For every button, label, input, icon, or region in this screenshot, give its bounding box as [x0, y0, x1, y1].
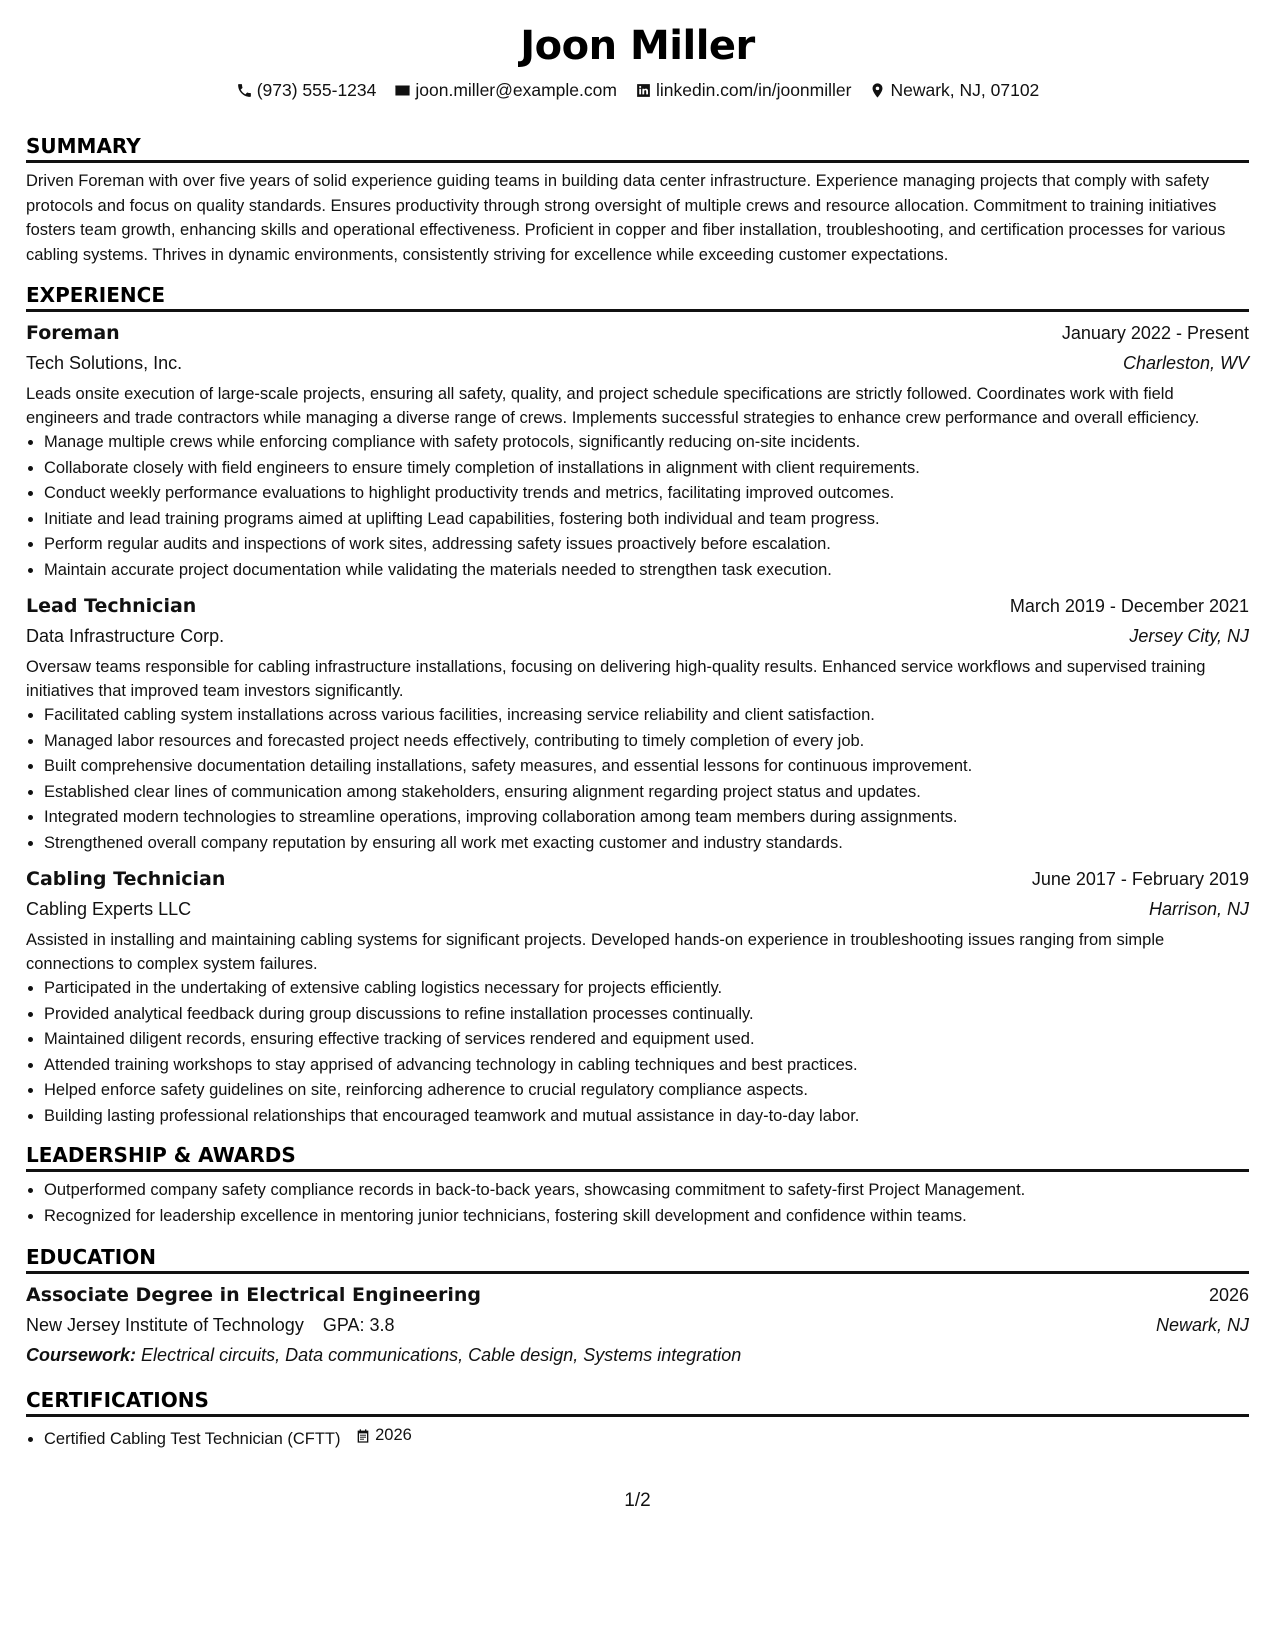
job-entry-foreman [26, 318, 1249, 583]
contact-phone[interactable] [236, 78, 377, 102]
list-item: • Perform regular audits and inspections of work sites, addressing safety issues proactively before escalation. [44, 532, 1249, 558]
school-location: Newark, NJ [1155, 1315, 1249, 1335]
list-item: • Outperformed company safety compliance records in back-to-back years, showcasing commitment to safety-first Project Management. [44, 1178, 1249, 1204]
certifications-section [26, 1386, 1249, 1452]
certifications-list [26, 1423, 1249, 1452]
list-item [44, 1423, 1249, 1452]
list-item: • Manage multiple crews while enforcing compliance with safety protocols, significantly reducing on-site incidents. [44, 430, 1249, 456]
contact-bar [26, 78, 1249, 102]
phone-text: (973) 555-1234 [256, 80, 377, 100]
job-bullets [26, 976, 1249, 1129]
job-location: Jersey City, NJ [1129, 626, 1249, 646]
list-item: • Attended training workshops to stay apprised of advancing technology in cabling techniques and best practices. [44, 1053, 1249, 1079]
list-item: • Integrated modern technologies to streamline operations, improving collaboration among team members during assignments. [44, 805, 1249, 831]
job-dates: January 2022 - Present [1061, 323, 1249, 343]
job-bullets [26, 430, 1249, 583]
certifications-heading: CERTIFICATIONS [26, 1386, 1249, 1417]
page-number: 1/2 [624, 1490, 651, 1511]
school-name: New Jersey Institute of Technology [26, 1315, 304, 1335]
calendar-icon [355, 1428, 371, 1444]
list-item: • Building lasting professional relationships that encouraged teamwork and mutual assistance in day-to-day labor. [44, 1104, 1249, 1130]
location-text: Newark, NJ, 07102 [890, 80, 1040, 100]
job-description: Assisted in installing and maintaining cabling systems for significant projects. Developed hands-on experience in troubleshooting issues ranging from simple connections to complex system failures. [26, 931, 1165, 973]
job-description: Oversaw teams responsible for cabling infrastructure installations, focusing on delivering high-quality results. Enhanced service workflows and supervised training initiatives that improved team investors significantly. [26, 658, 1206, 700]
education-heading: EDUCATION [26, 1243, 1249, 1274]
certification-year: 2026 [375, 1426, 412, 1444]
school-line [26, 1311, 395, 1340]
list-item: • Managed labor resources and forecasted project needs effectively, contributing to timely completion of every job. [44, 729, 1249, 755]
linkedin-text: linkedin.com/in/joonmiller [655, 80, 852, 100]
job-description: Leads onsite execution of large-scale projects, ensuring all safety, quality, and project schedule specifications are strictly followed. Coordinates work with field engineers and trade contractors while managing a diverse range of crews. Implements successful strategies to enhance crew performance and overall efficiency. [26, 385, 1200, 427]
summary-heading: SUMMARY [26, 132, 1249, 163]
coursework-line [26, 1340, 1249, 1370]
contact-email[interactable] [394, 78, 617, 102]
awards-list [26, 1178, 1249, 1229]
phone-icon [236, 82, 253, 99]
envelope-icon [394, 82, 411, 99]
experience-heading: EXPERIENCE [26, 281, 1249, 312]
job-entry-cabling-technician [26, 864, 1249, 1129]
job-dates: March 2019 - December 2021 [1009, 596, 1249, 616]
list-item: • Maintained diligent records, ensuring effective tracking of services rendered and equipment used. [44, 1027, 1249, 1053]
gpa: GPA: 3.8 [322, 1315, 395, 1335]
experience-section [26, 281, 1249, 1129]
certification-date [355, 1423, 412, 1449]
candidate-name: Joon Miller [520, 23, 755, 69]
coursework-label: Coursework: [26, 1345, 137, 1365]
education-section [26, 1243, 1249, 1370]
list-item: • Conduct weekly performance evaluations to highlight productivity trends and metrics, facilitating improved outcomes. [44, 481, 1249, 507]
linkedin-icon [635, 82, 652, 99]
awards-section [26, 1141, 1249, 1229]
summary-text: Driven Foreman with over five years of solid experience guiding teams in building data center infrastructure. Experience managing projects that comply with safety protocols and focus on quality standards. Ensures productivity through strong oversight of multiple crews and resource allocation. Commitment to training initiatives fosters team growth, enhancing skills and operational effectiveness. Proficient in copper and fiber installation, troubleshooting, and certification processes for various cabling systems. Thrives in dynamic environments, consistently striving for excellence while exceeding customer expectations. [26, 172, 1226, 264]
coursework-list: Electrical circuits, Data communications, Cable design, Systems integration [141, 1345, 742, 1365]
list-item: • Established clear lines of communication among stakeholders, ensuring alignment regarding project status and updates. [44, 780, 1249, 806]
job-title: Foreman [26, 322, 120, 344]
job-title: Lead Technician [26, 595, 197, 617]
summary-section [26, 132, 1249, 267]
list-item: • Built comprehensive documentation detailing installations, safety measures, and essential lessons for continuous improvement. [44, 754, 1249, 780]
list-item: • Strengthened overall company reputation by ensuring all work met exacting customer and industry standards. [44, 831, 1249, 857]
job-title: Cabling Technician [26, 868, 226, 890]
contact-location [869, 78, 1039, 102]
job-location: Harrison, NJ [1148, 899, 1249, 919]
degree-name: Associate Degree in Electrical Engineering [26, 1284, 481, 1306]
list-item: • Recognized for leadership excellence in mentoring junior technicians, fostering skill development and confidence within teams. [44, 1204, 1249, 1230]
list-item: • Provided analytical feedback during group discussions to refine installation processes continually. [44, 1002, 1249, 1028]
graduation-year: 2026 [1208, 1285, 1249, 1305]
list-item: • Participated in the undertaking of extensive cabling logistics necessary for projects efficiently. [44, 976, 1249, 1002]
contact-linkedin[interactable] [635, 78, 852, 102]
company-name: Data Infrastructure Corp. [26, 626, 225, 646]
certification-name: Certified Cabling Test Technician (CFTT) [44, 1429, 341, 1448]
job-location: Charleston, WV [1122, 353, 1249, 373]
list-item: • Maintain accurate project documentation while validating the materials needed to strengthen task execution. [44, 558, 1249, 584]
company-name: Tech Solutions, Inc. [26, 353, 183, 373]
awards-heading: LEADERSHIP & AWARDS [26, 1141, 1249, 1172]
job-dates: June 2017 - February 2019 [1031, 869, 1249, 889]
list-item: • Initiate and lead training programs aimed at uplifting Lead capabilities, fostering both individual and team progress. [44, 507, 1249, 533]
job-entry-lead-technician [26, 591, 1249, 856]
email-text: joon.miller@example.com [415, 80, 617, 100]
list-item: • Helped enforce safety guidelines on site, reinforcing adherence to crucial regulatory compliance aspects. [44, 1078, 1249, 1104]
list-item: • Collaborate closely with field engineers to ensure timely completion of installations in alignment with client requirements. [44, 456, 1249, 482]
company-name: Cabling Experts LLC [26, 899, 192, 919]
job-bullets [26, 703, 1249, 856]
list-item: • Facilitated cabling system installations across various facilities, increasing service reliability and client satisfaction. [44, 703, 1249, 729]
map-pin-icon [869, 82, 886, 99]
